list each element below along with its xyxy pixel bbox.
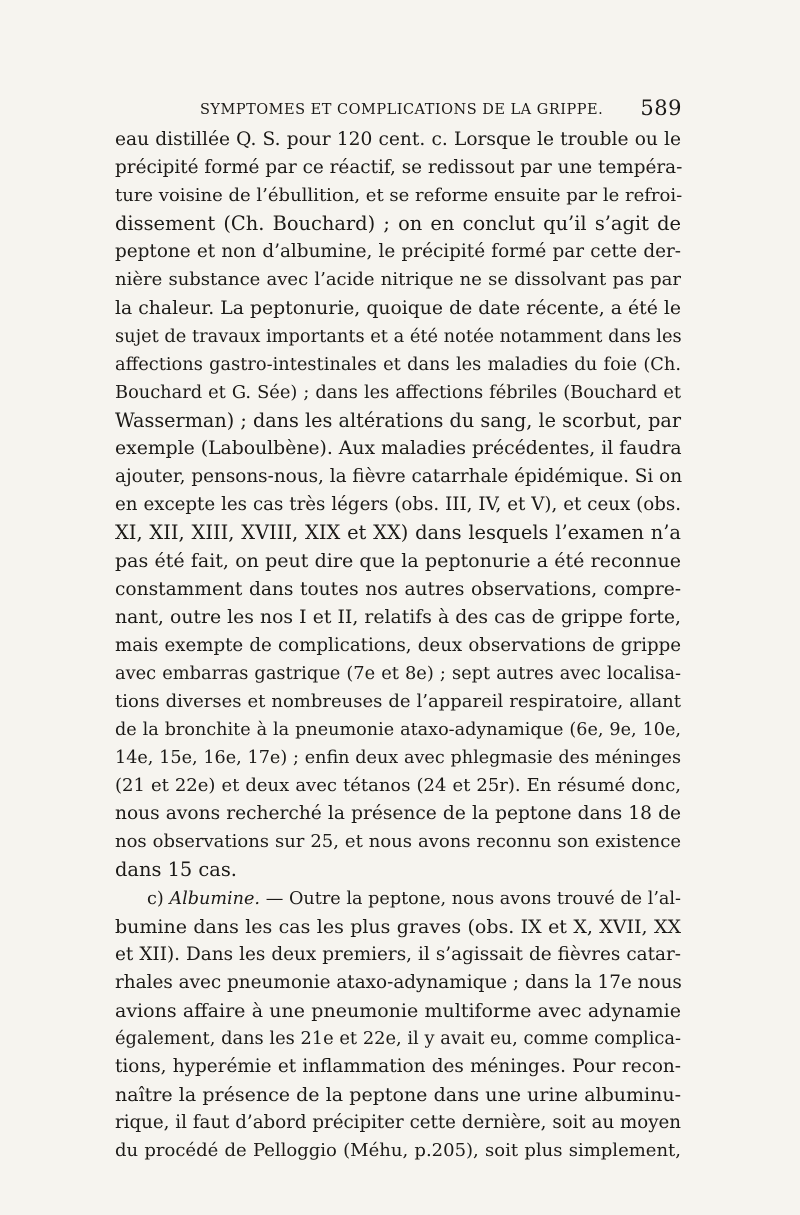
text-line: 14e, 15e, 16e, 17e) ; enfin deux avec phlegmasie des méninges	[115, 748, 681, 769]
text-line: naître la présence de la peptone dans une urine albuminu-	[115, 1084, 681, 1107]
text-line: de la bronchite à la pneumonie ataxo-adynamique (6e, 9e, 10e,	[115, 719, 681, 740]
text-line: sujet de travaux importants et a été notée notamment dans les	[115, 325, 682, 347]
text-line: bumine dans les cas les plus graves (obs. IX et X, XVII, XX	[115, 915, 681, 938]
text-line: exemple (Laboulbène). Aux maladies précédentes, il faudra	[115, 438, 682, 460]
text-line: Bouchard et G. Sée) ; dans les affections fébriles (Bouchard et	[115, 381, 681, 403]
text-run: — Outre la peptone, nous avons trouvé de l’al-	[260, 888, 681, 909]
paragraph-albumine	[115, 885, 681, 1166]
paragraph-peptonuria	[115, 126, 681, 885]
text-line: avec embarras gastrique (7e et 8e) ; sept autres avec localisa-	[115, 662, 681, 684]
text-line: affections gastro-intestinales et dans les maladies du foie (Ch.	[115, 353, 681, 375]
text-line: la chaleur. La peptonurie, quoique de date récente, a été le	[115, 297, 681, 319]
text-line	[115, 885, 681, 913]
text-line: constamment dans toutes nos autres observations, compre-	[115, 578, 681, 600]
text-line: tions diverses et nombreuses de l’appareil respiratoire, allant	[115, 690, 681, 712]
text-line: pas été fait, on peut dire que la peptonurie a été reconnue	[115, 550, 681, 573]
text-line: rique, il faut d’abord précipiter cette dernière, soit au moyen	[115, 1112, 681, 1134]
text-line: rhales avec pneumonie ataxo-adynamique ; dans la 17e nous	[115, 971, 682, 993]
text-line: du procédé de Pelloggio (Méhu, p.205), soit plus simplement,	[115, 1140, 681, 1162]
body-text	[115, 126, 681, 1165]
page-header	[200, 96, 682, 126]
text-line: avions affaire à une pneumonie multiforme avec adynamie	[115, 999, 681, 1022]
text-line: Wasserman) ; dans les altérations du sang, le scorbut, par	[115, 408, 681, 432]
text-line: peptone et non d’albumine, le précipité formé par cette der-	[115, 241, 681, 263]
page-number: 589	[640, 96, 682, 120]
text-line: dans 15 cas.	[115, 858, 237, 882]
text-line: précipité formé par ce réactif, se redissout par une tempéra-	[115, 157, 683, 179]
text-line: mais exempte de complications, deux observations de grippe	[115, 634, 681, 656]
text-line: ture voisine de l’ébullition, et se reforme ensuite par le refroi-	[115, 185, 683, 207]
text-line: nous avons recherché la présence de la peptone dans 18 de	[115, 803, 681, 825]
text-line: (21 et 22e) et deux avec tétanos (24 et 25r). En résumé donc,	[115, 775, 681, 797]
text-line: nière substance avec l’acide nitrique ne se dissolvant pas par	[115, 269, 681, 291]
text-line: en excepte les cas très légers (obs. III, IV, et V), et ceux (obs.	[115, 494, 681, 516]
text-line: eau distillée Q. S. pour 120 cent. c. Lorsque le trouble ou le	[115, 129, 681, 150]
section-label: c)	[147, 888, 170, 909]
text-line: également, dans les 21e et 22e, il y avait eu, comme complica-	[115, 1028, 681, 1049]
text-line: et XII). Dans les deux premiers, il s’agissait de fièvres catar-	[115, 943, 681, 965]
text-line: ajouter, pensons-nous, la fièvre catarrhale épidémique. Si on	[115, 466, 683, 488]
text-line: nos observations sur 25, et nous avons reconnu son existence	[115, 831, 681, 853]
text-line: XI, XII, XIII, XVIII, XIX et XX) dans lesquels l’examen n’a	[115, 521, 681, 545]
text-line: tions, hyperémie et inflammation des méninges. Pour recon-	[115, 1056, 681, 1078]
section-heading-albumine: Albumine.	[169, 888, 260, 909]
text-line: dissement (Ch. Bouchard) ; on en conclut qu’il s’agit de	[115, 212, 681, 236]
running-title: SYMPTOMES ET COMPLICATIONS DE LA GRIPPE.	[200, 102, 604, 118]
text-line: nant, outre les nos I et II, relatifs à des cas de grippe forte,	[115, 606, 681, 628]
